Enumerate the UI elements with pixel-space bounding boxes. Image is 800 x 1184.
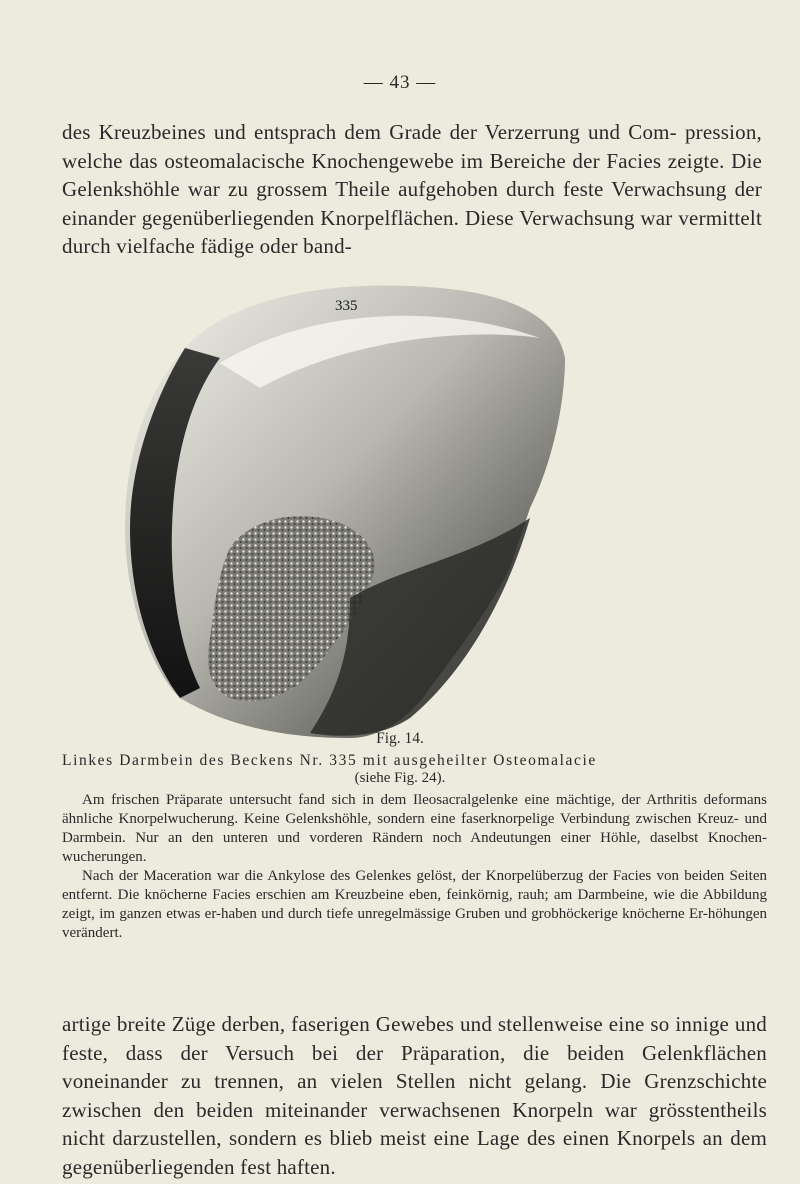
ilium-bone-illustration [110, 268, 580, 748]
caption-paragraph: Nach der Maceration war die Ankylose des Gelenkes gelöst, der Knorpelüberzug der Facies von beiden Seiten entfernt. Die knöcherne Facies erschien am Kreuzbeine eben, feinkörnig, rauh; am Darmbeine, wie die Abbildung zeigt, im ganzen etwas er-haben und durch tiefe unregelmässige Gruben und grobhöckerige knöcherne Er-höhungen verändert. [62, 868, 767, 941]
figure-caption-body [62, 791, 767, 943]
figure-label: Fig. 14. [376, 730, 424, 747]
page-number: — 43 — [363, 72, 437, 93]
figure-caption-title: Linkes Darmbein des Beckens Nr. 335 mit ausgeheilter Osteomalacie [62, 752, 597, 769]
figure-caption-reference: (siehe Fig. 24). [354, 770, 446, 786]
caption-paragraph: Am frischen Präparate untersucht fand sich in dem Ileosacralgelenke eine mächtige, der Arthritis deformans ähnliche Knorpelwucherung. Keine Gelenkshöhle, sondern eine faserknorpelige Verbindung zwischen Kreuz- und Darmbein. Nur an den unteren und vorderen Rändern noch Andeutungen einer Höhle, daselbst Knochen-wucherungen. [62, 792, 767, 865]
body-paragraph-top: des Kreuzbeines und entsprach dem Grade der Verzerrung und Com- pression, welche das osteomalacische Knochengewebe im Bereiche der Facies zeigte. Die Gelenkshöhle war zu grossem Theile aufgehoben durch feste Verwachsung der einander gegenüberliegenden Knorpelflächen. Diese Verwachsung war vermittelt durch vielfache fädige oder band- [62, 120, 762, 258]
body-paragraph-bottom: artige breite Züge derben, faserigen Gewebes und stellenweise eine so innige und feste, dass der Versuch bei der Präparation, die beiden Gelenkflächen voneinander zu trennen, an vielen Stellen nicht gelang. Die Grenzschichte zwischen den beiden miteinander verwachsenen Knorpeln war grösstentheils nicht darzustellen, sondern es blieb meist eine Lage des einen Knorpels an dem gegenüberliegenden fest haften. [62, 1012, 767, 1179]
figure-illustration [110, 268, 580, 748]
specimen-number: 335 [335, 298, 358, 314]
